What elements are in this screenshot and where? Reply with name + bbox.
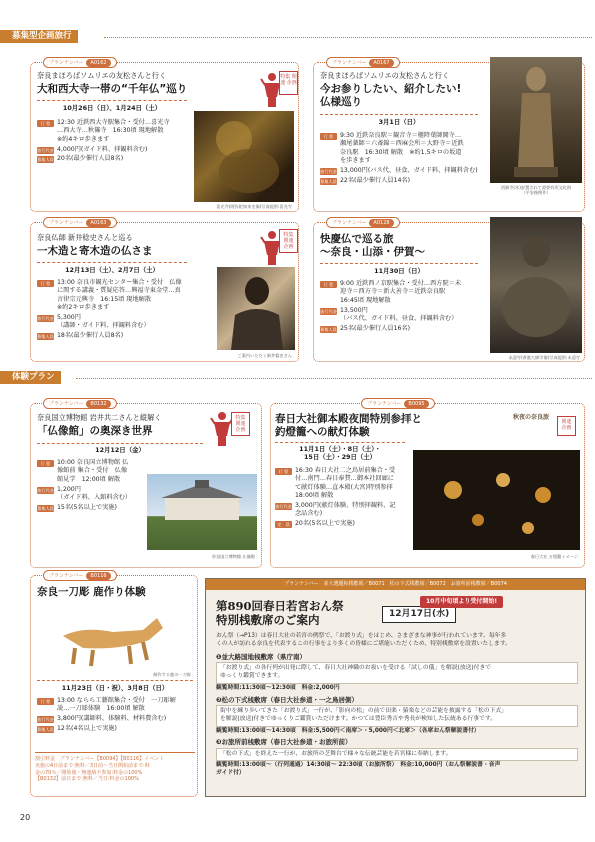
autumn-night-logo: 秋夜の奈良旅 xyxy=(512,414,549,421)
tour-dates: 11月30日（日） xyxy=(374,267,424,275)
plan-number-tag: プランナンバー B0116 xyxy=(43,570,117,581)
sculptor-photo xyxy=(217,267,295,350)
tour-card-a0167[interactable] xyxy=(313,62,585,212)
section-header-experience: 体験プラン xyxy=(0,371,61,384)
photo-caption: 制作する鹿の一刀彫 xyxy=(153,672,191,677)
related-badge: 特集 関連 企画 xyxy=(279,229,298,253)
booking-opens-badge: 10月中旬頃より受付開始! xyxy=(420,596,503,608)
tour-subtitle: 奈良まほろばソムリエの友松さんと行く xyxy=(37,71,167,80)
photo-caption: 未迎寺(香港大師学像)写真提供:未迎寺 xyxy=(508,355,580,360)
photo-caption: ご案内いただく新井稔史さん xyxy=(237,353,292,358)
tour-dates: 12月13日（土）、2月7日（土） xyxy=(65,266,159,274)
photo-caption: 喜光寺(阿弥陀如来坐像)写真提供:喜光寺 xyxy=(216,204,292,209)
plan-number-tag: プランナンバー A0163 xyxy=(43,217,117,228)
seat-heading: ❶並大路国地桟敷席（県庁南） xyxy=(216,653,307,661)
lanterns-photo xyxy=(413,450,580,550)
tour-details: 行 程 13:00 奈良市観光センター集合・受付 仏像 に関する講義・質疑応答…興福寺東金堂…真 言律宗元興寺 16:15頃 現地解散 ※約2キロ歩きます 旅行代金 5,300円 （講師・ガイド料、拝観料含む） 募集人員 18名(最少催行人員8名) xyxy=(37,279,182,340)
tour-subtitle: 奈良仏師 新井稔史さんと巡る xyxy=(37,233,133,242)
seat-fee: 観覧時間:13:00頃〜（行列通過）14:30頃〜 22:30頃（お旅所祭） 料金:10,000円（おん祭解説書・音声 ガイド付） xyxy=(216,762,501,776)
buddha-statue-photo xyxy=(194,111,294,202)
plan-number-tag: プランナンバー A0128 xyxy=(326,217,400,228)
seat-list xyxy=(216,653,578,778)
page-number: 20 xyxy=(20,813,31,822)
tour-details: 行 程 10:00 奈良国立博物館 仏 像館前 集合・受付 仏像 館見学 12:00頃 解散 旅行代金 1,200円 （ガイド料、入館料含む） 募集人員 15名(5名以上で実施) xyxy=(37,459,132,511)
photo-caption: 西勝寺(木)安置されて重要有形文化財 （平安後期作） xyxy=(500,185,572,196)
festival-date: 12月17日(水) xyxy=(382,606,456,623)
seat-fee: 観覧時間:11:30頃〜12:30頃 料金:2,000円 xyxy=(216,685,340,692)
festival-intro: おん祭（→P13）は春日大社の若宮の例祭で、「お渡り式」をはじめ、さまざまな神事が行われています。毎年多 くの人が訪れる奈良を代表するこの行事をより多くの皆様にご堪能いただくため、特別桟敷席を設置いたします。 xyxy=(216,633,511,648)
seat-heading: ❷松の下式桟敷席（春日大社参道・一之鳥居側） xyxy=(216,695,359,704)
festival-plan-numbers: プランナンバー 並大選題和桟敷席／B0071 松の下式桟敷席／B0072 お旅所前桟敷席／B0074 xyxy=(206,579,585,590)
tour-title: 快慶仏で巡る旅 〜奈良・山添・伊賀〜 xyxy=(320,233,425,259)
tour-card-a0163[interactable] xyxy=(30,222,299,362)
tour-dates: 11月1日（土）・8日（土）・ 15日（土）・29日（土） xyxy=(299,445,381,462)
tour-dates: 12月12日（金） xyxy=(95,446,145,454)
section-header-group-tours: 募集型企画旅行 xyxy=(0,30,78,43)
tour-title: 春日大社御本殿夜間特別参拝と 釣燈籠への献灯体験 xyxy=(275,413,422,439)
cancellation-note: 割引料金 プランナンバー【B0094】【B0116】イベント 実施の4日前まで:無料／3日前〜当日開始前まで:料 金の70％／開始後・無連絡不参加:料金の100% 【B0132】前日まで:無料／当日:料金の100% xyxy=(35,752,195,783)
tour-details: 行 程 9:30 近鉄奈良駅＝観音寺＝榧降葉師閣寺… 瀬尾薬師＝六斎錦＝西麻会所＝大野寺＝近鉄 奈良駅 16:30頃 解散 ※約1.5キロの坂道 を歩きます 旅行代金 13,000円(バス代、昼食、ガイド料、拝観料含む) 募集人員 22名(最少催行人員14名) xyxy=(320,132,478,184)
tour-card-a0128[interactable] xyxy=(313,222,585,362)
tour-card-b0116[interactable] xyxy=(30,575,198,797)
tour-title: 「仏像館」の奥深き世界 xyxy=(37,425,153,437)
tour-dates: 3月1日（日） xyxy=(378,118,420,126)
seated-buddha-photo xyxy=(490,217,582,353)
seat-description: 街中を練り歩いてきた「お渡り式」一行が、「影向の松」の前で田楽・猿楽などの芸能を披露する「松の下式」 を解説(放送)付きでゆっくりご鑑賞いただけます。かつては豊臣秀吉や秀長が検知した伝統ある行事です。 xyxy=(216,705,578,727)
tour-details: 行 程 16:30 春日大社二之鳥居前集合・受 付…南門…春日奉賛…御本社回廊に て献灯体験…直本殿(大宮)特別参拝 18:00頃 解散 旅行代金 3,000円(献灯体験、特別拝観料、記 念品含む) 定 員 20名(5名以上で実施) xyxy=(275,467,396,528)
seat-description: 「松の下式」を終えた一行が、お旅所の芝舞台で様々な伝統芸能を若宮様に奉納します。 xyxy=(216,748,578,762)
tour-title: 大和西大寺一帯の“千年仏”巡り xyxy=(37,83,188,95)
tour-details: 行 程 9:00 近鉄西ノ京駅集合・受付…西方院＝未 迎寺＝西方寺＝新大善寺＝近鉄奈良駅 16:45頃 現地解散 旅行代金 13,500円 （バス代、ガイド料、昼食、拝観料含む） 募集人員 25名(最少催行人員16名) xyxy=(320,280,462,332)
tour-card-b0132[interactable] xyxy=(30,403,262,568)
tour-dates: 10月26日（日）、1月24日（土） xyxy=(62,104,162,112)
plan-number-tag: プランナンバー B0132 xyxy=(43,398,117,409)
related-badge: 特集 関連 企画 xyxy=(231,412,250,436)
seat-description: 「お渡り式」の各行列が出発に際して、春日大社神職のお祓いを受ける「試しの儀」を解説(放送)付きで ゆっくり鑑賞できます。 xyxy=(216,662,578,684)
section-divider xyxy=(76,378,592,379)
seat-fee: 観覧時間:13:00頃〜14:30頃 料金:5,500円＜南席＞・5,000円＜北席＞（各席おん祭解説書付） xyxy=(216,727,480,734)
tour-title: 一木造と寄木造の仏さま xyxy=(37,245,153,257)
section-divider xyxy=(104,37,592,38)
tour-card-b0095[interactable] xyxy=(270,403,585,568)
carved-deer-photo xyxy=(53,606,173,670)
related-badge: 関連 企画 xyxy=(557,416,576,436)
seat-heading: ❸お旅所前桟敷席（春日大社参道・お旅所前） xyxy=(216,738,352,747)
plan-number-tag: プランナンバー B0095 xyxy=(361,398,435,409)
tour-details: 行 程 13:00 ならら工藝館集合・受付 一刀彫解 説…一刀彫体験 16:00頃 解散 旅行代金 3,800円(講師料、体験料、材料費含む) 募集人員 12名(4名以上で実施) xyxy=(37,697,176,733)
tour-card-a0162[interactable] xyxy=(30,62,299,212)
museum-building-photo xyxy=(147,474,257,550)
kasuga-festival-box[interactable] xyxy=(205,578,586,797)
tour-title: 今お参りしたい、紹介したい! 仏様巡り xyxy=(320,83,462,109)
tour-dates: 11月23日（日・祝）、3月8日（日） xyxy=(61,684,169,692)
photo-caption: 春日大社 万燈籠イメージ xyxy=(530,554,578,559)
festival-title: 第890回春日若宮おん祭 特別桟敷席のご案内 xyxy=(216,599,344,628)
tour-title: 奈良一刀彫 鹿作り体験 xyxy=(37,586,146,598)
related-badge: 特集 関連 企画 xyxy=(279,71,298,95)
photo-caption: 奈良国立博物館 仏像館 xyxy=(211,554,255,559)
plan-number-tag: プランナンバー A0167 xyxy=(326,57,400,68)
tour-subtitle: 奈良まほろばソムリエの友松さんと行く xyxy=(320,71,450,80)
tour-details: 行 程 12:30 近鉄西大寺駅集合・受付…喜光寺 …西大寺…秋篠寺 16:30頃 現地解散 ※約4キロ歩きます 旅行代金 4,000円(ガイド料、拝観料含む) 募集人員 20名(最少催行人員8名) xyxy=(37,119,170,163)
plan-number-tag: プランナンバー A0162 xyxy=(43,57,117,68)
tour-subtitle: 奈良国立博物館 岩井共二さんと縦解く xyxy=(37,413,162,422)
standing-buddha-photo xyxy=(490,57,582,183)
